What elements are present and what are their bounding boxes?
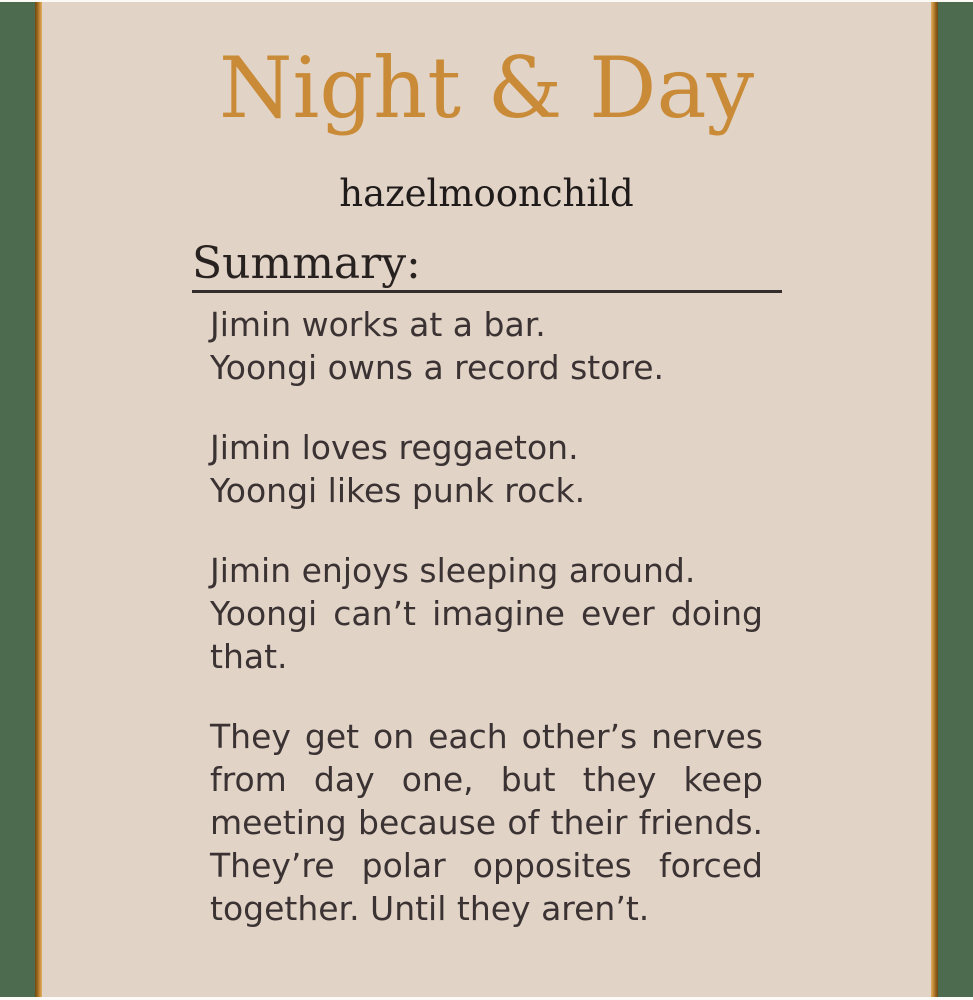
summary-line: Yoongi owns a record store.	[210, 348, 665, 387]
summary-paragraph	[210, 303, 763, 389]
summary-text	[210, 303, 763, 930]
left-green-border	[0, 2, 35, 997]
framed-area	[0, 2, 973, 997]
right-gold-accent-line	[931, 2, 938, 997]
content-area	[42, 2, 931, 997]
page-title: Night & Day	[218, 39, 755, 137]
summary-line: Yoongi can’t imagine ever doing that.	[210, 594, 763, 676]
right-green-border	[938, 2, 973, 997]
summary-line: Yoongi likes punk rock.	[210, 471, 586, 510]
summary-heading: Summary:	[192, 238, 782, 293]
author-name: hazelmoonchild	[339, 172, 634, 215]
summary-paragraph	[210, 715, 763, 930]
summary-paragraph	[210, 549, 763, 678]
summary-line: They get on each other’s nerves from day one, but they keep meeting because of their friends. They’re polar opposites forced together. Until they aren’t.	[210, 717, 763, 928]
summary-line: Jimin enjoys sleeping around.	[210, 551, 696, 590]
left-gold-accent-line	[35, 2, 42, 997]
summary-line: Jimin loves reggaeton.	[210, 428, 579, 467]
summary-paragraph	[210, 426, 763, 512]
summary-line: Jimin works at a bar.	[210, 305, 546, 344]
